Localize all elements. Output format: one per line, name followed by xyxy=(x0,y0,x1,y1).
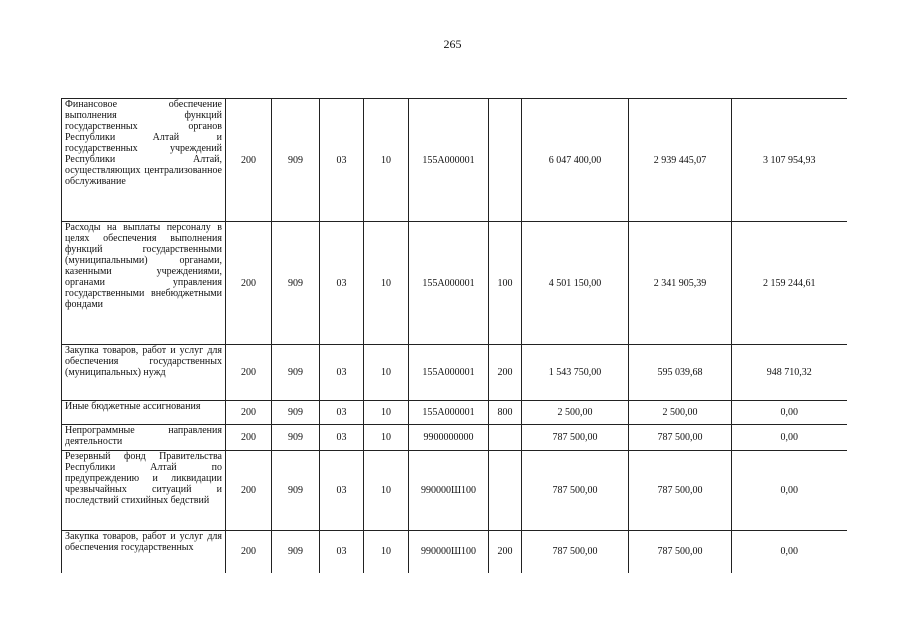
cell-code-2: 909 xyxy=(272,451,320,531)
cell-amount-2: 787 500,00 xyxy=(629,451,732,531)
cell-amount-2: 595 039,68 xyxy=(629,345,732,401)
cell-expense-type xyxy=(489,451,522,531)
cell-code-1: 200 xyxy=(226,425,272,451)
cell-code-1: 200 xyxy=(226,345,272,401)
cell-amount-1: 6 047 400,00 xyxy=(522,99,629,222)
table-row xyxy=(62,451,847,531)
cell-target-article: 155А000001 xyxy=(409,345,489,401)
cell-subsection: 10 xyxy=(364,531,409,573)
cell-target-article: 990000Ш100 xyxy=(409,451,489,531)
cell-expense-type: 100 xyxy=(489,222,522,345)
cell-amount-1: 1 543 750,00 xyxy=(522,345,629,401)
cell-code-2: 909 xyxy=(272,531,320,573)
row-description: Закупка товаров, работ и услуг для обеспечения государственных xyxy=(62,531,226,573)
row-description: Расходы на выплаты персоналу в целях обеспечения выполнения функций государственными (муниципальными) органами, казенными учреждениями, органами управления государственными внебюджетными фондами xyxy=(62,222,226,345)
row-description: Резервный фонд Правительства Республики Алтай по предупреждению и ликвидации чрезвычайных ситуаций и последствий стихийных бедствий xyxy=(62,451,226,531)
cell-section: 03 xyxy=(320,425,364,451)
row-description: Непрограммные направления деятельности xyxy=(62,425,226,451)
cell-target-article: 155А000001 xyxy=(409,401,489,425)
cell-amount-3: 0,00 xyxy=(732,425,847,451)
cell-amount-3: 948 710,32 xyxy=(732,345,847,401)
cell-section: 03 xyxy=(320,531,364,573)
cell-amount-2: 787 500,00 xyxy=(629,531,732,573)
cell-amount-1: 4 501 150,00 xyxy=(522,222,629,345)
cell-subsection: 10 xyxy=(364,425,409,451)
cell-amount-3: 0,00 xyxy=(732,401,847,425)
cell-amount-1: 787 500,00 xyxy=(522,531,629,573)
cell-amount-3: 2 159 244,61 xyxy=(732,222,847,345)
cell-amount-1: 787 500,00 xyxy=(522,425,629,451)
cell-amount-2: 2 500,00 xyxy=(629,401,732,425)
row-description: Закупка товаров, работ и услуг для обеспечения государственных (муниципальных) нужд xyxy=(62,345,226,401)
row-description: Иные бюджетные ассигнования xyxy=(62,401,226,425)
cell-code-1: 200 xyxy=(226,222,272,345)
cell-subsection: 10 xyxy=(364,401,409,425)
cell-code-1: 200 xyxy=(226,451,272,531)
cell-section: 03 xyxy=(320,99,364,222)
cell-code-2: 909 xyxy=(272,99,320,222)
table-row xyxy=(62,425,847,451)
cell-code-2: 909 xyxy=(272,425,320,451)
cell-target-article: 990000Ш100 xyxy=(409,531,489,573)
cell-target-article: 155А000001 xyxy=(409,222,489,345)
cell-amount-1: 2 500,00 xyxy=(522,401,629,425)
cell-expense-type xyxy=(489,99,522,222)
table-row xyxy=(62,401,847,425)
cell-section: 03 xyxy=(320,222,364,345)
cell-section: 03 xyxy=(320,401,364,425)
cell-subsection: 10 xyxy=(364,222,409,345)
page-number: 265 xyxy=(443,37,462,51)
cell-amount-2: 787 500,00 xyxy=(629,425,732,451)
cell-amount-3: 0,00 xyxy=(732,531,847,573)
cell-subsection: 10 xyxy=(364,99,409,222)
row-description: Финансовое обеспечение выполнения функций государственных органов Республики Алтай и государственных учреждений Республики Алтай, осуществляющих централизованное обслуживание xyxy=(62,99,226,222)
table-row xyxy=(62,531,847,573)
cell-subsection: 10 xyxy=(364,345,409,401)
cell-code-2: 909 xyxy=(272,345,320,401)
cell-code-2: 909 xyxy=(272,222,320,345)
cell-expense-type: 200 xyxy=(489,345,522,401)
cell-subsection: 10 xyxy=(364,451,409,531)
table-row xyxy=(62,222,847,345)
cell-amount-2: 2 939 445,07 xyxy=(629,99,732,222)
budget-table xyxy=(61,98,847,573)
cell-amount-3: 3 107 954,93 xyxy=(732,99,847,222)
table-row xyxy=(62,345,847,401)
cell-amount-2: 2 341 905,39 xyxy=(629,222,732,345)
cell-section: 03 xyxy=(320,345,364,401)
cell-amount-1: 787 500,00 xyxy=(522,451,629,531)
cell-code-1: 200 xyxy=(226,531,272,573)
cell-section: 03 xyxy=(320,451,364,531)
cell-expense-type: 200 xyxy=(489,531,522,573)
cell-target-article: 155А000001 xyxy=(409,99,489,222)
table-row xyxy=(62,99,847,222)
cell-expense-type: 800 xyxy=(489,401,522,425)
cell-code-1: 200 xyxy=(226,99,272,222)
cell-code-1: 200 xyxy=(226,401,272,425)
cell-code-2: 909 xyxy=(272,401,320,425)
cell-target-article: 9900000000 xyxy=(409,425,489,451)
cell-amount-3: 0,00 xyxy=(732,451,847,531)
cell-expense-type xyxy=(489,425,522,451)
